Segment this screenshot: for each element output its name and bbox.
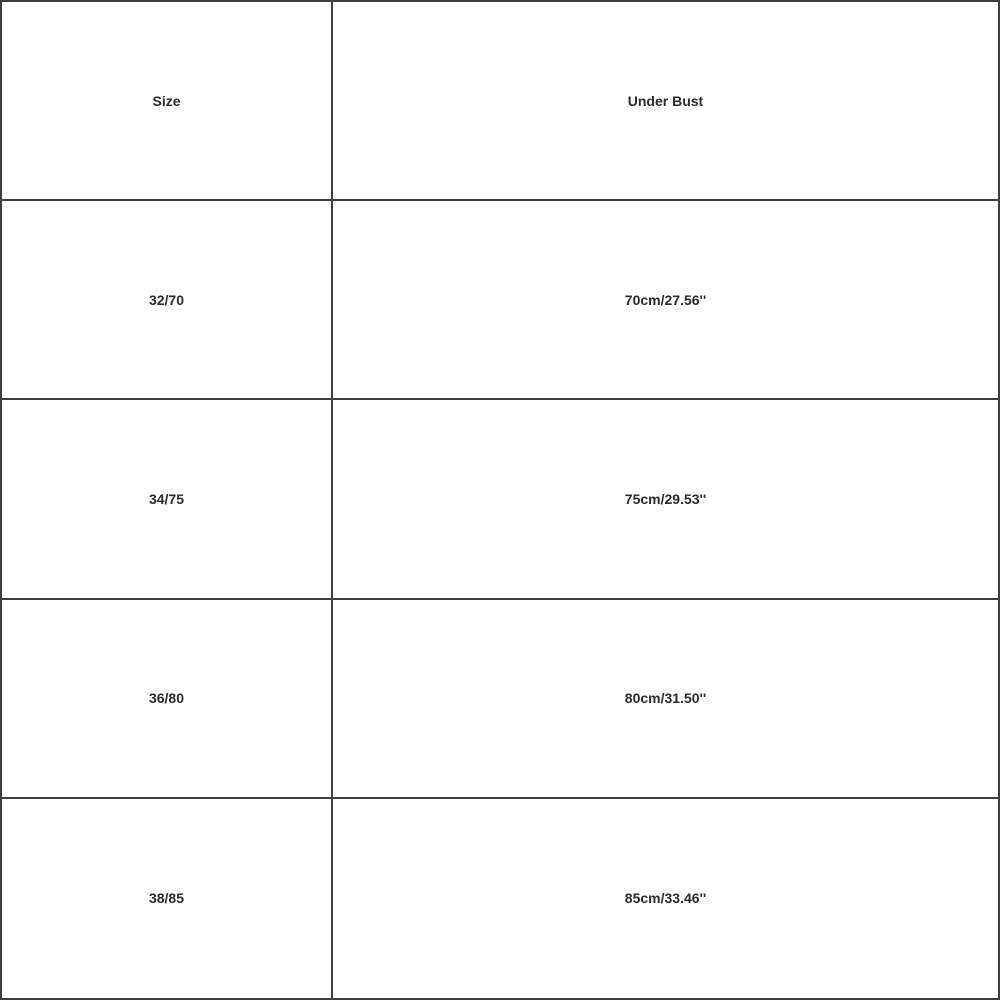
table-row-size-cell bbox=[2, 799, 333, 998]
size-value: 38/85 bbox=[148, 890, 185, 907]
size-value: 34/75 bbox=[148, 490, 185, 507]
table-row-size-cell bbox=[2, 201, 333, 400]
table-row-under-bust-cell bbox=[333, 799, 998, 998]
header-under-bust-label: Under Bust bbox=[627, 92, 704, 109]
under-bust-value: 85cm/33.46'' bbox=[624, 890, 707, 907]
header-size-label: Size bbox=[152, 92, 181, 109]
under-bust-value: 70cm/27.56'' bbox=[624, 291, 707, 308]
table-row-size-cell bbox=[2, 400, 333, 599]
size-value: 36/80 bbox=[148, 690, 185, 707]
table-row-under-bust-cell bbox=[333, 400, 998, 599]
header-size bbox=[2, 2, 333, 201]
table-row-under-bust-cell bbox=[333, 600, 998, 799]
header-under-bust bbox=[333, 2, 998, 201]
under-bust-value: 80cm/31.50'' bbox=[624, 690, 707, 707]
size-value: 32/70 bbox=[148, 291, 185, 308]
under-bust-value: 75cm/29.53'' bbox=[624, 490, 707, 507]
table-row-under-bust-cell bbox=[333, 201, 998, 400]
table-row-size-cell bbox=[2, 600, 333, 799]
